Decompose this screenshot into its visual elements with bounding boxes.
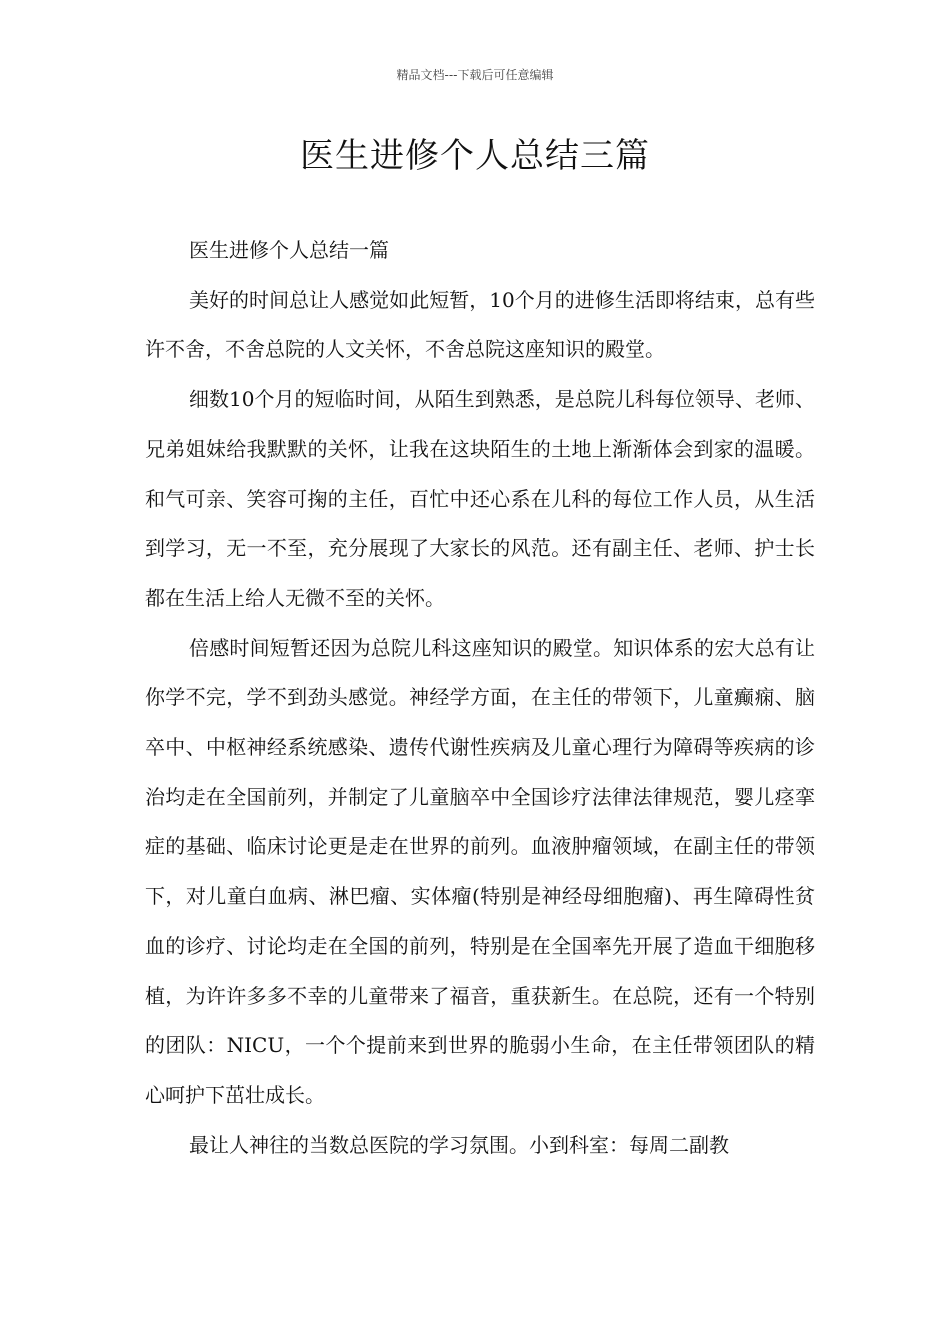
header-note: 精品文档---下载后可任意编辑 (396, 68, 554, 82)
paragraph: 美好的时间总让人感觉如此短暂，10个月的进修生活即将结束，总有些许不舍，不舍总院的人文关怀，不舍总院这座知识的殿堂。 (145, 287, 815, 362)
section-heading: 医生进修个人总结一篇 (189, 238, 389, 262)
paragraph: 最让人神往的当数总医院的学习氛围。小到科室：每周二副教 (189, 1132, 729, 1157)
document-body (145, 226, 815, 1170)
paragraph: 细数10个月的短临时间，从陌生到熟悉，是总院儿科每位领导、老师、兄弟姐妹给我默默的关怀，让我在这块陌生的土地上渐渐体会到家的温暖。和气可亲、笑容可掬的主任，百忙中还心系在儿科的每位工作人员，从生活到学习，无一不至，充分展现了大家长的风范。还有副主任、老师、护士长都在生活上给人无微不至的关怀。 (145, 387, 815, 610)
paragraph: 倍感时间短暂还因为总院儿科这座知识的殿堂。知识体系的宏大总有让你学不完，学不到劲头感觉。神经学方面，在主任的带领下，儿童癫痫、脑卒中、中枢神经系统感染、遗传代谢性疾病及儿童心理行为障碍等疾病的诊治均走在全国前列，并制定了儿童脑卒中全国诊疗法律法律规范，婴儿痉挛症的基础、临床讨论更是走在世界的前列。血液肿瘤领域，在副主任的带领下，对儿童白血病、淋巴瘤、实体瘤(特别是神经母细胞瘤)、再生障碍性贫血的诊疗、讨论均走在全国的前列，特别是在全国率先开展了造血干细胞移植，为许许多多不幸的儿童带来了福音，重获新生。在总院，还有一个特别的团队：NICU，一个个提前来到世界的脆弱小生命，在主任带领团队的精心呵护下茁壮成长。 (145, 635, 815, 1107)
document-title: 医生进修个人总结三篇 (300, 136, 650, 176)
